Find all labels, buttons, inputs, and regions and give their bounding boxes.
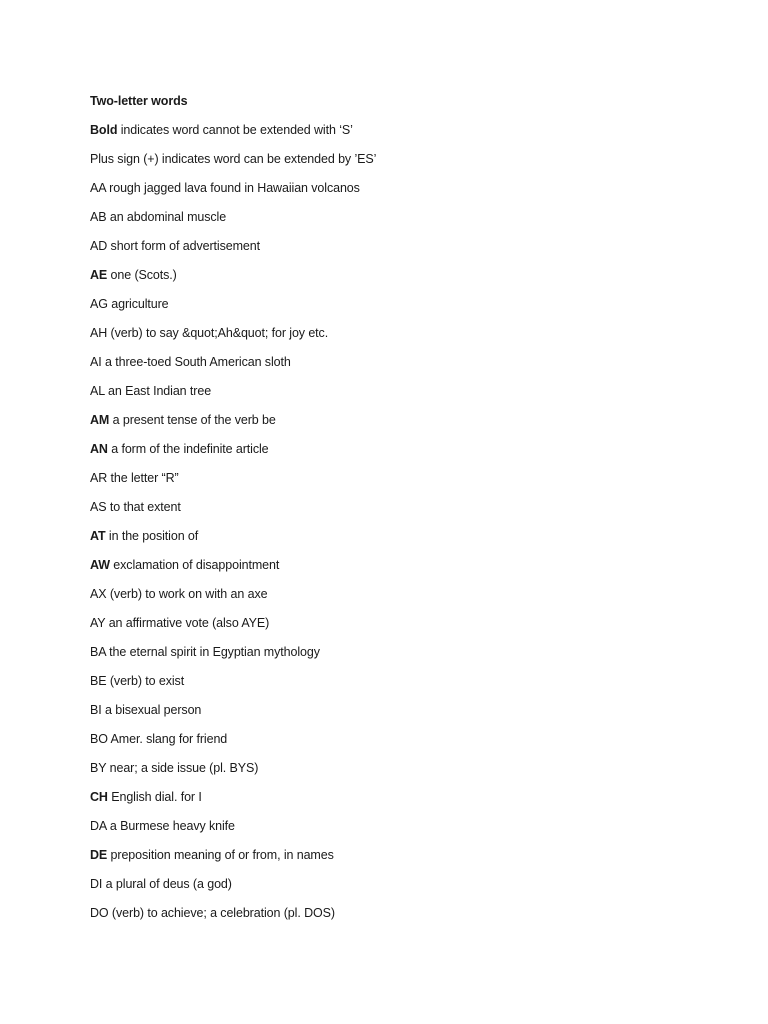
entry-definition: (verb) to achieve; a celebration (pl. DOS) <box>108 906 335 920</box>
entry-word: BY <box>90 761 107 775</box>
entry-definition: the letter “R” <box>107 471 179 485</box>
word-entry <box>90 673 730 702</box>
word-entry <box>90 499 730 528</box>
word-entry <box>90 180 730 209</box>
entry-word: AH <box>90 326 108 340</box>
word-entry <box>90 296 730 325</box>
entry-definition: a bisexual person <box>101 703 202 717</box>
entry-word: AX <box>90 587 107 601</box>
note-text: Plus sign (+) indicates word can be extended by ’ES’ <box>90 152 377 166</box>
word-entry <box>90 267 730 296</box>
entry-word: AG <box>90 297 108 311</box>
document-title: Two-letter words <box>90 94 188 108</box>
note-bold-rule <box>90 122 730 151</box>
entry-word: AM <box>90 413 110 427</box>
entry-definition: (verb) to work on with an axe <box>106 587 268 601</box>
word-entry <box>90 702 730 731</box>
note-plus-rule <box>90 151 730 180</box>
word-entry <box>90 615 730 644</box>
word-entry <box>90 586 730 615</box>
note-text: indicates word cannot be extended with ‘S’ <box>117 123 353 137</box>
entry-definition: an affirmative vote (also AYE) <box>105 616 270 630</box>
word-entry <box>90 470 730 499</box>
entry-word: BI <box>90 703 102 717</box>
entry-word: BA <box>90 645 106 659</box>
entry-word: DO <box>90 906 109 920</box>
word-entry <box>90 731 730 760</box>
word-entry <box>90 412 730 441</box>
word-list <box>90 180 730 934</box>
entry-definition: a present tense of the verb be <box>109 413 276 427</box>
entry-definition: short form of advertisement <box>107 239 260 253</box>
entry-word: AI <box>90 355 102 369</box>
entry-definition: agriculture <box>107 297 169 311</box>
word-entry <box>90 209 730 238</box>
document-body <box>90 93 730 934</box>
word-entry <box>90 789 730 818</box>
entry-word: AY <box>90 616 106 630</box>
word-entry <box>90 818 730 847</box>
entry-definition: (verb) to exist <box>106 674 185 688</box>
word-entry <box>90 238 730 267</box>
entry-word: AN <box>90 442 108 456</box>
entry-word: AE <box>90 268 108 282</box>
entry-word: DE <box>90 848 108 862</box>
entry-definition: one (Scots.) <box>107 268 177 282</box>
entry-word: AS <box>90 500 107 514</box>
entry-word: BO <box>90 732 108 746</box>
entry-definition: the eternal spirit in Egyptian mythology <box>105 645 320 659</box>
word-entry <box>90 847 730 876</box>
entry-word: AA <box>90 181 106 195</box>
entry-word: CH <box>90 790 108 804</box>
word-entry <box>90 325 730 354</box>
entry-definition: rough jagged lava found in Hawaiian volcanos <box>105 181 360 195</box>
entry-word: AD <box>90 239 108 253</box>
entry-definition: a plural of deus (a god) <box>102 877 232 891</box>
word-entry <box>90 383 730 412</box>
entry-definition: near; a side issue (pl. BYS) <box>106 761 259 775</box>
entry-definition: English dial. for I <box>107 790 202 804</box>
word-entry <box>90 905 730 934</box>
entry-word: DA <box>90 819 107 833</box>
entry-word: AW <box>90 558 110 572</box>
note-bold-label: Bold <box>90 123 118 137</box>
word-entry <box>90 760 730 789</box>
word-entry <box>90 644 730 673</box>
word-entry <box>90 876 730 905</box>
entry-definition: a three-toed South American sloth <box>101 355 291 369</box>
entry-definition: a form of the indefinite article <box>107 442 269 456</box>
entry-definition: exclamation of disappointment <box>109 558 280 572</box>
entry-word: AL <box>90 384 105 398</box>
word-entry <box>90 441 730 470</box>
entry-word: BE <box>90 674 107 688</box>
entry-definition: to that extent <box>106 500 181 514</box>
entry-definition: Amer. slang for friend <box>107 732 228 746</box>
entry-word: AR <box>90 471 108 485</box>
word-entry <box>90 354 730 383</box>
word-entry <box>90 557 730 586</box>
entry-word: DI <box>90 877 103 891</box>
entry-definition: an East Indian tree <box>104 384 212 398</box>
word-entry <box>90 528 730 557</box>
entry-definition: a Burmese heavy knife <box>106 819 235 833</box>
entry-definition: in the position of <box>105 529 199 543</box>
entry-word: AT <box>90 529 106 543</box>
entry-definition: preposition meaning of or from, in names <box>107 848 334 862</box>
entry-word: AB <box>90 210 107 224</box>
entry-definition: (verb) to say &quot;Ah&quot; for joy etc. <box>107 326 329 340</box>
entry-definition: an abdominal muscle <box>106 210 227 224</box>
